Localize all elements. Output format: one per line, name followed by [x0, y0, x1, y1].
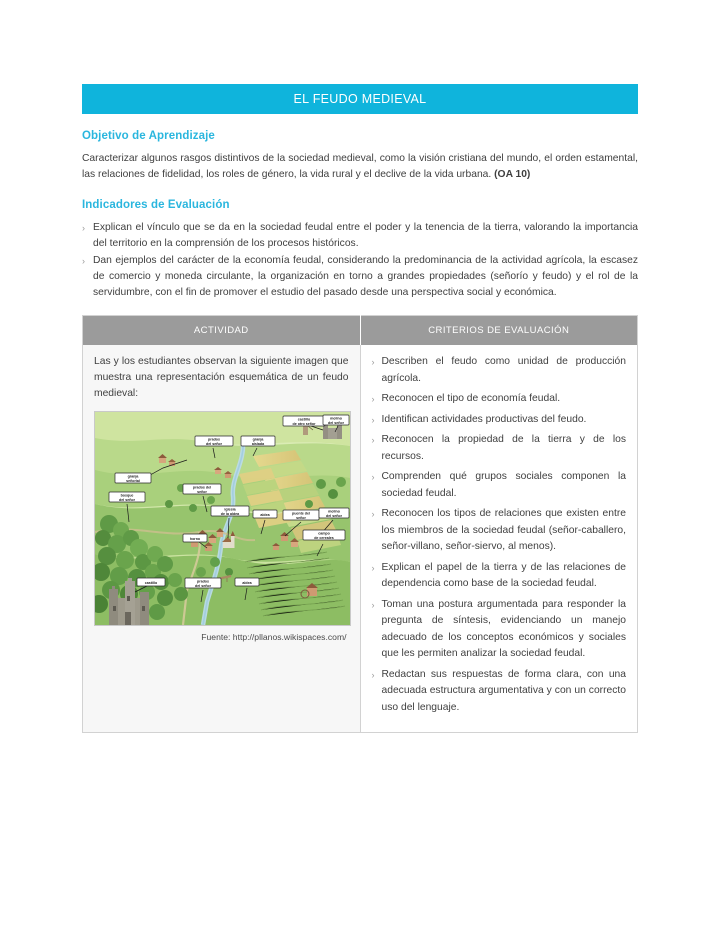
list-item [372, 469, 627, 502]
criteria-text: Reconocen los tipos de relaciones que existen entre los miembros de la sociedad feudal (señor-caballero, señor-villano, señor-siervo, al menos). [381, 508, 626, 552]
list-item [372, 667, 627, 717]
activity-instruction: Las y los estudiantes observan la siguiente imagen que muestra una representación esquemática de un feudo medieval: [94, 356, 349, 399]
table-row [83, 345, 638, 733]
svg-text:prados: prados [197, 579, 209, 584]
document-content [82, 84, 638, 733]
image-source-caption: Fuente: http://pllanos.wikispaces.com/ [201, 632, 347, 642]
svg-text:aislada: aislada [251, 441, 265, 446]
svg-text:iglesia: iglesia [224, 507, 236, 512]
svg-text:puente del: puente del [292, 511, 310, 516]
feudal-manor-svg [95, 412, 350, 625]
chevron-right-icon: › [371, 509, 375, 519]
chevron-right-icon: › [82, 223, 85, 233]
chevron-right-icon: › [371, 669, 375, 680]
criteria-text: Describen el feudo como unidad de producción agrícola. [381, 356, 626, 384]
svg-text:molino: molino [328, 509, 340, 514]
chevron-right-icon: › [371, 357, 375, 367]
svg-text:aldea: aldea [242, 581, 252, 585]
objective-paragraph [82, 151, 638, 183]
chevron-right-icon: › [371, 472, 375, 482]
chevron-right-icon: › [371, 599, 375, 610]
svg-text:granja: granja [252, 437, 264, 442]
list-item [372, 412, 627, 429]
indicators-heading: Indicadores de Evaluación [82, 199, 230, 211]
svg-text:granja: granja [127, 474, 139, 479]
list-item [82, 253, 638, 301]
column-header-activity: ACTIVIDAD [83, 316, 361, 346]
criteria-text: Identifican actividades productivas del feudo. [381, 413, 587, 425]
svg-text:del señor: del señor [119, 497, 135, 502]
svg-text:del señor: del señor [328, 420, 344, 425]
indicators-list [82, 220, 638, 301]
svg-text:de otro señor: de otro señor [292, 421, 316, 426]
chevron-right-icon: › [82, 256, 85, 266]
list-item [82, 220, 638, 252]
list-item [372, 432, 627, 465]
svg-text:del señor: del señor [206, 441, 222, 446]
list-item [372, 597, 627, 663]
objective-code: (OA 10) [494, 169, 531, 180]
svg-text:prados: prados [208, 437, 220, 442]
criteria-cell [360, 345, 638, 733]
column-header-criteria: CRITERIOS DE EVALUACIÓN [360, 316, 638, 346]
svg-text:castillo: castillo [144, 581, 158, 585]
chevron-right-icon: › [371, 394, 375, 404]
svg-text:del señor: del señor [195, 583, 211, 588]
objective-heading: Objetivo de Aprendizaje [82, 130, 215, 142]
criteria-text: Toman una postura argumentada para responder la pregunta de síntesis, evidenciando un manejo adecuado de los conceptos económicos y sociales que les permiten analizar la sociedad feudal. [381, 598, 626, 659]
svg-text:campo: campo [318, 531, 330, 536]
chevron-right-icon: › [371, 435, 375, 445]
page-title: EL FEUDO MEDIEVAL [293, 92, 427, 106]
svg-text:de cereales: de cereales [314, 535, 334, 540]
list-item [372, 560, 627, 593]
svg-text:de la aldea: de la aldea [220, 511, 240, 516]
svg-text:aldea: aldea [260, 513, 270, 517]
indicator-text: Explican el vínculo que se da en la sociedad feudal entre el poder y la tenencia de la tierra, valorando la importancia del territorio en la comprensión de los procesos históricos. [93, 222, 638, 249]
svg-text:molino: molino [330, 416, 342, 421]
list-item [372, 391, 627, 408]
svg-text:señor: señor [296, 515, 306, 520]
criteria-text: Redactan sus respuestas de forma clara, con una adecuada estructura argumentativa y con un correcto uso del lenguaje. [381, 668, 626, 713]
criteria-text: Reconocen la propiedad de la tierra y de los recursos. [381, 434, 626, 462]
feudal-manor-illustration [94, 411, 351, 626]
criteria-list [372, 354, 627, 716]
svg-text:horno: horno [189, 537, 201, 541]
svg-text:señorial: señorial [126, 478, 140, 483]
svg-text:prados del: prados del [192, 485, 212, 490]
activity-criteria-table [82, 315, 638, 733]
criteria-text: Reconocen el tipo de economía feudal. [381, 393, 561, 404]
activity-cell [83, 345, 361, 733]
chevron-right-icon: › [371, 414, 375, 425]
criteria-text: Explican el papel de la tierra y de las relaciones de dependencia como base de la sociedad feudal. [381, 561, 626, 589]
criteria-text: Comprenden qué grupos sociales componen la sociedad feudal. [381, 471, 626, 499]
page-title-bar [82, 84, 638, 114]
svg-text:bosque: bosque [120, 493, 134, 498]
list-item [372, 506, 627, 556]
indicator-text: Dan ejemplos del carácter de la economía feudal, considerando la predominancia de la actividad agrícola, la escasez de comercio y moneda circulante, la organización en torno a grandes propiedades (señorío y feudo) y el rol de la servidumbre, con el fin de promover el estudio del pasado desde una perspectiva social y económica. [93, 255, 638, 298]
svg-text:del señor: del señor [326, 513, 342, 518]
svg-text:señor: señor [197, 489, 207, 494]
svg-text:castillo: castillo [297, 417, 311, 422]
chevron-right-icon: › [371, 562, 375, 573]
table-header-row [83, 316, 638, 346]
objective-text: Caracterizar algunos rasgos distintivos de la sociedad medieval, como la visión cristiana del mundo, el orden estamental, las relaciones de fidelidad, los roles de género, la vida rural y el declive de la vida urbana. [82, 153, 638, 180]
list-item [372, 354, 627, 387]
